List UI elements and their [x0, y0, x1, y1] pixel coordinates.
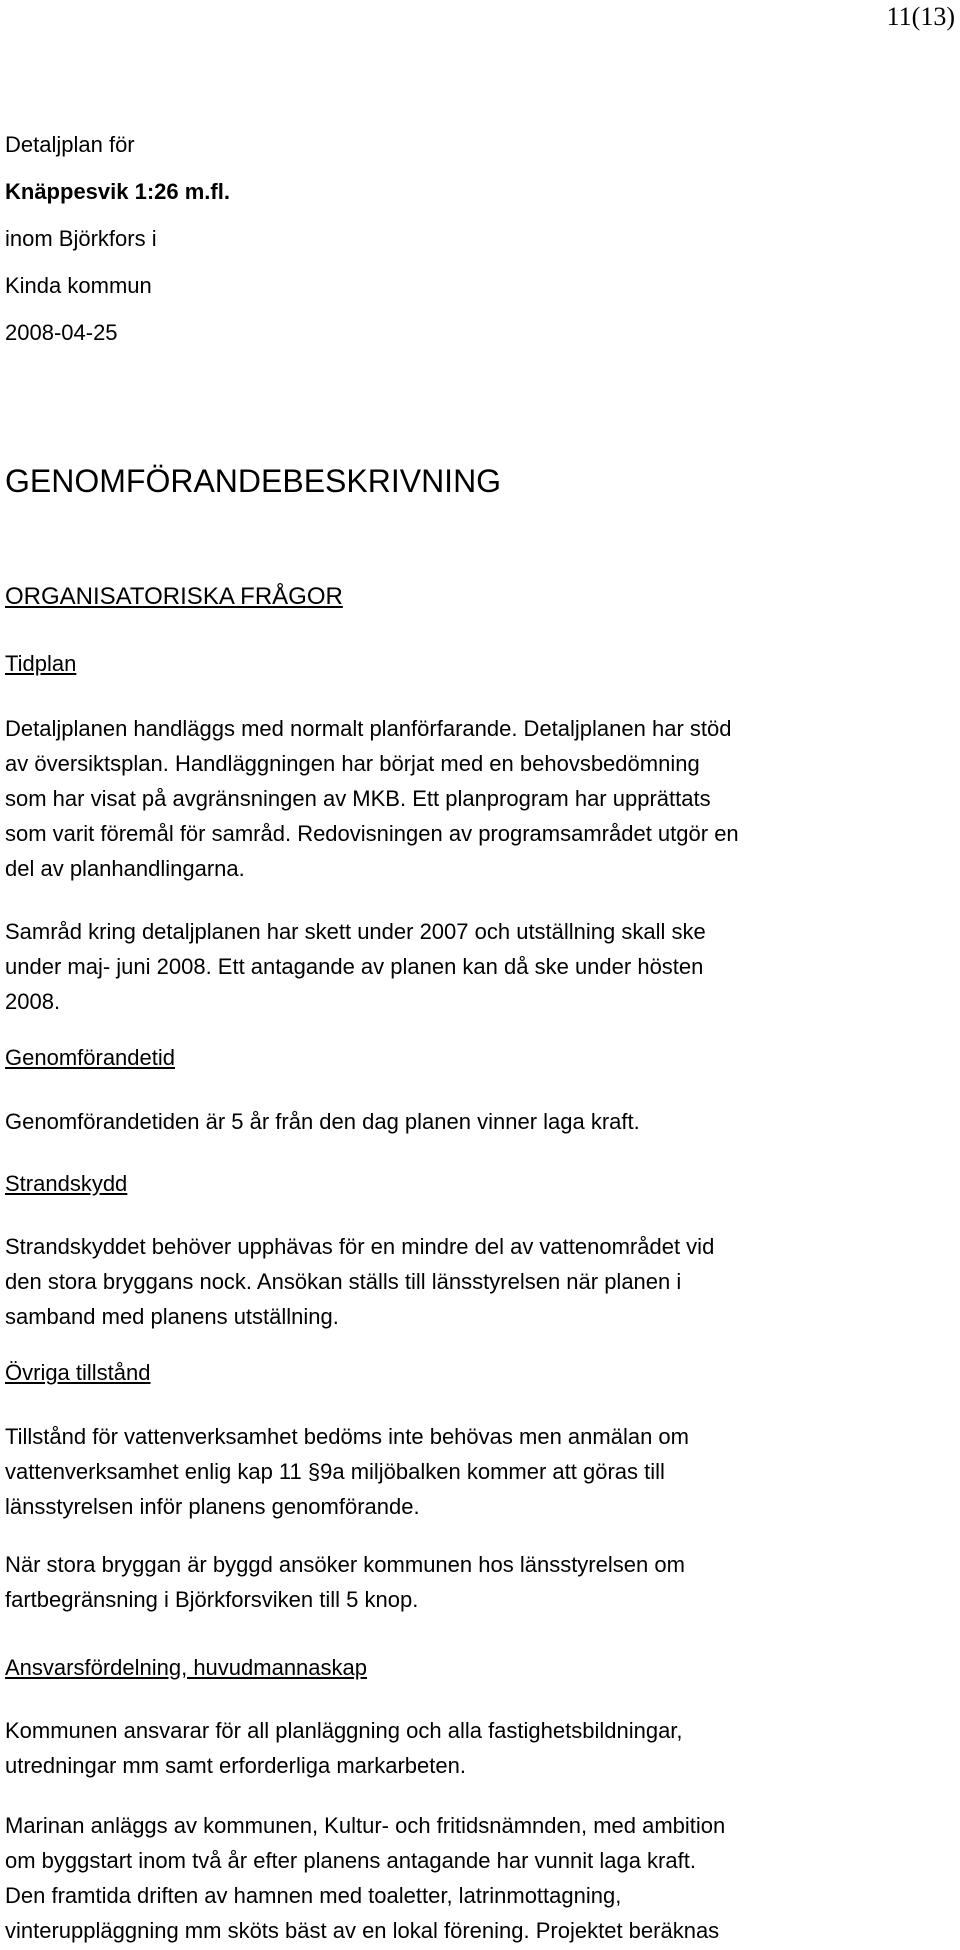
paragraph-tidplan-2 — [5, 914, 955, 1019]
text-line: del av planhandlingarna. — [5, 856, 245, 881]
text-line: Genomförandetiden är 5 år från den dag planen vinner laga kraft. — [5, 1109, 640, 1134]
page-number: 11(13) — [886, 2, 955, 31]
text-line: den stora bryggans nock. Ansökan ställs till länsstyrelsen när planen i — [5, 1269, 682, 1294]
text-line: Marinan anläggs av kommunen, Kultur- och fritidsnämnden, med ambition — [5, 1813, 726, 1838]
text-line: om byggstart inom två år efter planens antagande har vunnit laga kraft. — [5, 1848, 696, 1873]
text-line: Detaljplanen handläggs med normalt planförfarande. Detaljplanen har stöd — [5, 716, 732, 741]
text-line: som har visat på avgränsningen av MKB. Ett planprogram har upprättats — [5, 786, 711, 811]
plan-location: inom Björkfors i — [5, 226, 157, 251]
text-line: Tillstånd för vattenverksamhet bedöms inte behövas men anmälan om — [5, 1424, 689, 1449]
plan-type-line: Detaljplan för — [5, 132, 135, 157]
paragraph-tidplan-1 — [5, 711, 955, 886]
text-line: När stora bryggan är byggd ansöker kommunen hos länsstyrelsen om — [5, 1552, 685, 1577]
text-line: Samråd kring detaljplanen har skett under 2007 och utställning skall ske — [5, 919, 706, 944]
heading-tidplan: Tidplan — [5, 651, 77, 676]
text-line: som varit föremål för samråd. Redovisningen av programsamrådet utgör en — [5, 821, 739, 846]
paragraph-ansvar-1 — [5, 1713, 955, 1783]
paragraph-strandskydd — [5, 1229, 955, 1334]
text-line: utredningar mm samt erforderliga markarbeten. — [5, 1753, 466, 1778]
paragraph-ansvar-2 — [5, 1808, 955, 1948]
text-line: Kommunen ansvarar för all planläggning och alla fastighetsbildningar, — [5, 1718, 683, 1743]
document-title: GENOMFÖRANDEBESKRIVNING — [5, 463, 502, 499]
text-line: samband med planens utställning. — [5, 1304, 339, 1329]
text-line: 2008. — [5, 989, 61, 1014]
text-line: vinteruppläggning mm sköts bäst av en lokal förening. Projektet beräknas — [5, 1918, 720, 1943]
plan-name: Knäppesvik 1:26 m.fl. — [5, 179, 230, 204]
paragraph-genomforandetid — [5, 1104, 955, 1139]
section-heading: ORGANISATORISKA FRÅGOR — [5, 583, 343, 610]
text-line: Den framtida driften av hamnen med toaletter, latrinmottagning, — [5, 1883, 622, 1908]
text-line: fartbegränsning i Björkforsviken till 5 knop. — [5, 1587, 419, 1612]
text-line: under maj- juni 2008. Ett antagande av planen kan då ske under hösten — [5, 954, 704, 979]
heading-strandskydd: Strandskydd — [5, 1171, 128, 1196]
paragraph-ovriga-2 — [5, 1547, 955, 1617]
document-date: 2008-04-25 — [5, 320, 118, 345]
text-line: Strandskyddet behöver upphävas för en mindre del av vattenområdet vid — [5, 1234, 715, 1259]
text-line: vattenverksamhet enlig kap 11 §9a miljöbalken kommer att göras till — [5, 1459, 665, 1484]
heading-ovriga-tillstand: Övriga tillstånd — [5, 1360, 151, 1385]
heading-ansvarsfordelning: Ansvarsfördelning, huvudmannaskap — [5, 1655, 368, 1680]
paragraph-ovriga-1 — [5, 1419, 955, 1524]
plan-municipality: Kinda kommun — [5, 273, 152, 298]
heading-genomforandetid: Genomförandetid — [5, 1045, 175, 1070]
text-line: länsstyrelsen inför planens genomförande. — [5, 1494, 420, 1519]
text-line: av översiktsplan. Handläggningen har börjat med en behovsbedömning — [5, 751, 700, 776]
